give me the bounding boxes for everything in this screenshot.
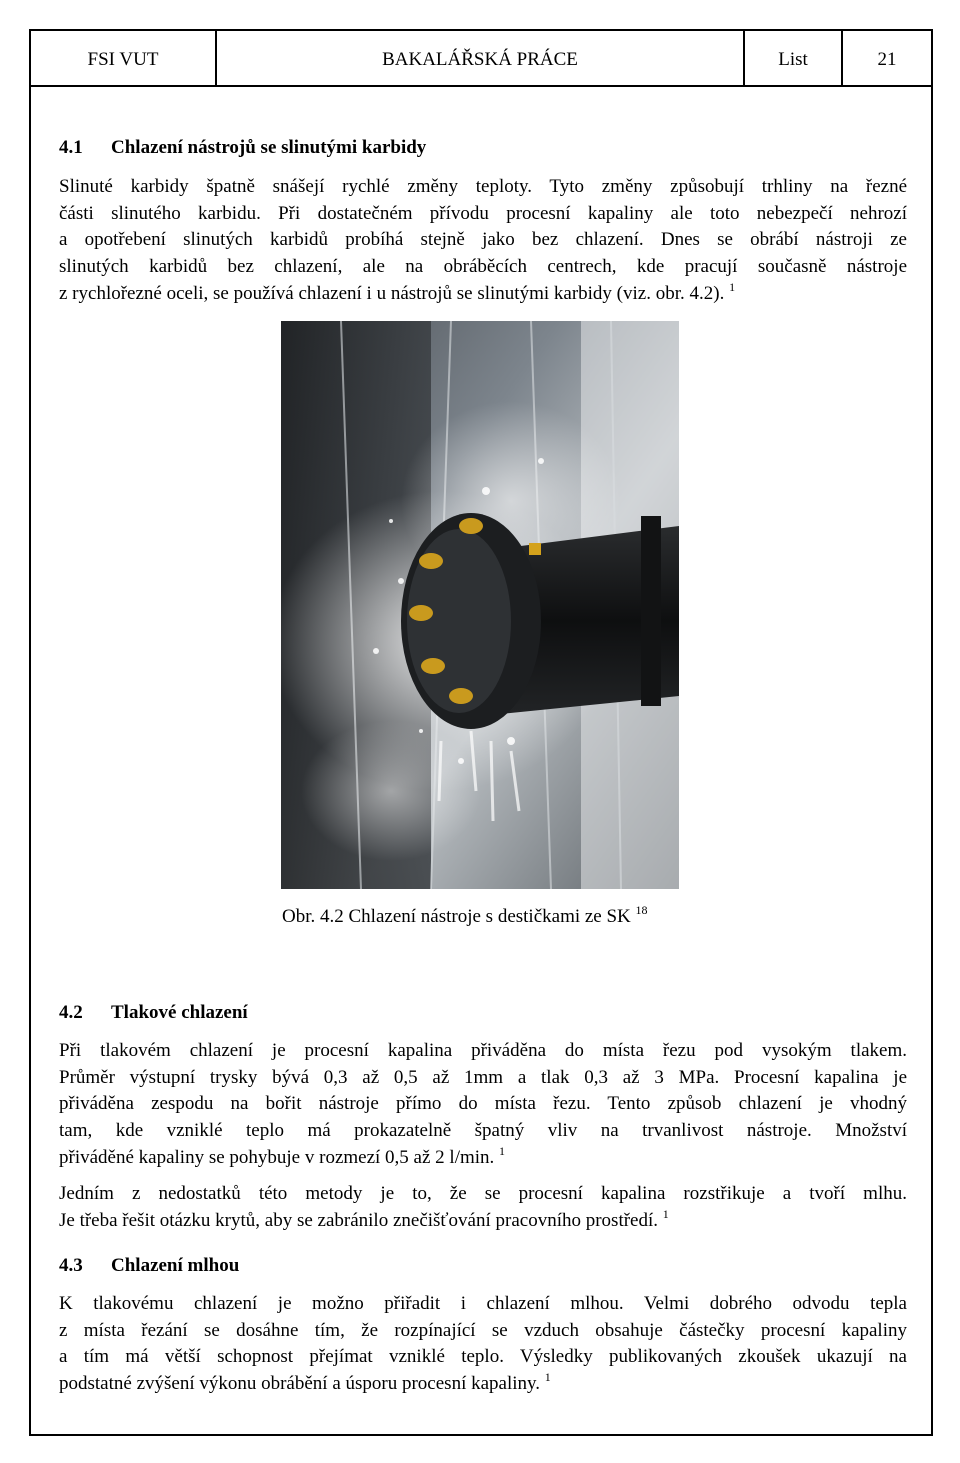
text-line — [59, 1208, 907, 1235]
citation-ref: 1 — [499, 1143, 506, 1158]
section-number: 4.1 — [59, 137, 83, 158]
page-frame — [29, 29, 933, 1436]
section-title: Chlazení mlhou — [111, 1255, 240, 1276]
caption-text: Obr. 4.2 Chlazení nástroje s destičkami ze SK — [282, 906, 631, 927]
section-heading-4-3 — [59, 1255, 239, 1277]
text-line: Při tlakovém chlazení je procesní kapalina přiváděna do místa řezu pod vysokým tlakem. — [59, 1040, 907, 1061]
text-line: Slinuté karbidy špatně snášejí rychlé změny teploty. Tyto změny způsobují trhliny na řezné — [59, 176, 907, 197]
section-heading-4-1 — [59, 137, 426, 159]
citation-ref: 1 — [729, 279, 736, 294]
paragraph-4-3 — [59, 1291, 907, 1398]
citation-ref: 1 — [662, 1206, 669, 1221]
text-line: a tím má větší schopnost přejímat vzniklé teplo. Výsledky publikovaných zkoušek ukazují na — [59, 1346, 907, 1368]
section-number: 4.3 — [59, 1255, 83, 1276]
text-line: Průměr výstupní trysky bývá 0,3 až 0,5 až 1mm a tlak 0,3 až 3 MPa. Procesní kapalina je — [59, 1066, 907, 1088]
header-title: BAKALÁŘSKÁ PRÁCE — [217, 31, 745, 85]
header-page-number: 21 — [877, 49, 897, 70]
section-title: Chlazení nástrojů se slinutými karbidy — [111, 137, 427, 158]
section-heading-4-2 — [59, 1002, 248, 1024]
text-line-content: podstatné zvýšení výkonu obrábění a úsporu procesní kapaliny. — [59, 1373, 541, 1395]
text-line-content: Je třeba řešit otázku krytů, aby se zabránilo znečišťování pracovního prostředí. — [59, 1209, 659, 1231]
header-list-label: List — [745, 31, 843, 85]
text-line — [59, 1145, 907, 1172]
citation-ref: 18 — [635, 903, 648, 917]
milling-tool-coolant-image — [281, 321, 679, 889]
text-line: z místa řezání se dosáhne tím, že rozpínající se vzduch obsahuje částečky procesní kapaliny — [59, 1319, 907, 1341]
section-number: 4.2 — [59, 1002, 83, 1023]
text-line-content: přiváděné kapaliny se pohybuje v rozmezí 0,5 až 2 l/min. — [59, 1146, 495, 1168]
text-line: slinutých karbidů bez chlazení, ale na obráběcích centrech, kde pracují současně nástroje — [59, 256, 907, 278]
header-institution: FSI VUT — [31, 31, 217, 85]
page-header — [31, 31, 931, 87]
section-title: Tlakové chlazení — [111, 1002, 248, 1023]
text-line: přiváděna zespodu na bořit nástroje přímo do místa řezu. Tento způsob chlazení je vhodný — [59, 1093, 907, 1115]
paragraph-4-2-b — [59, 1181, 907, 1234]
citation-ref: 1 — [544, 1370, 551, 1385]
paragraph-4-1 — [59, 174, 907, 308]
text-line-content: z rychlořezné oceli, se používá chlazení i u nástrojů se slinutými karbidy (viz. obr. 4.2). — [59, 282, 725, 304]
text-line: a opotřebení slinutých karbidů probíhá stejně jako bez chlazení. Dnes se obrábí nástroji ze — [59, 229, 907, 251]
text-line — [59, 281, 907, 308]
paragraph-4-2-a — [59, 1038, 907, 1172]
text-line: části slinutého karbidu. Při dostatečném přívodu procesní kapaliny ale toto nebezpečí nehrozí — [59, 202, 907, 224]
text-line: Jedním z nedostatků této metody je to, že se procesní kapalina rozstřikuje a tvoří mlhu. — [59, 1183, 907, 1204]
text-line: tam, kde vzniklé teplo má prokazatelně špatný vliv na trvanlivost nástroje. Množství — [59, 1120, 907, 1142]
figure-photo — [281, 321, 679, 889]
text-line: K tlakovému chlazení je možno přiřadit i chlazení mlhou. Velmi dobrého odvodu tepla — [59, 1293, 907, 1314]
figure-caption — [282, 903, 648, 928]
text-line — [59, 1371, 907, 1398]
